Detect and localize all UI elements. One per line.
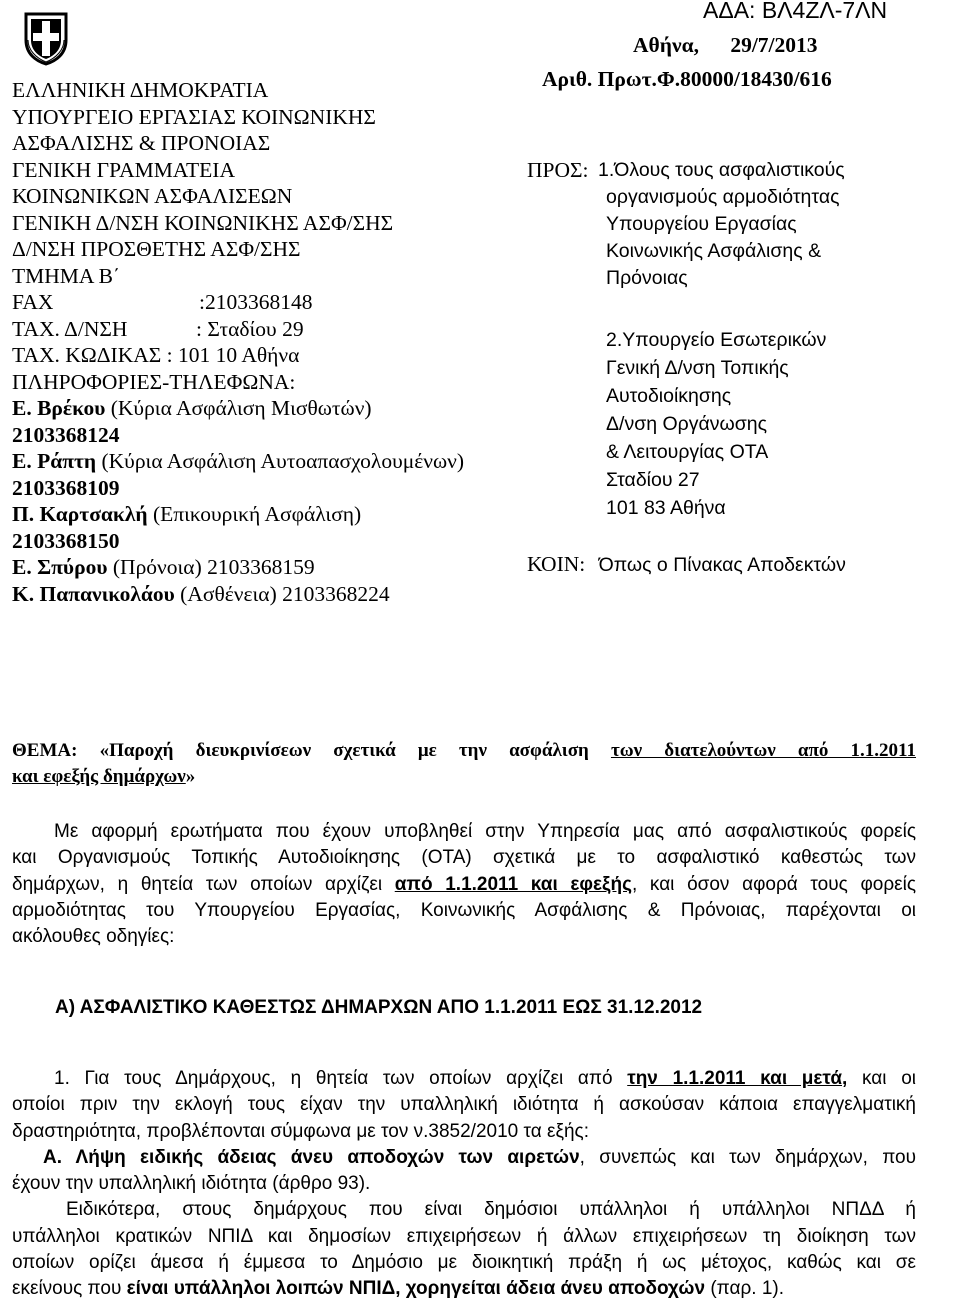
sender-block	[12, 77, 464, 607]
contact-line	[12, 448, 464, 475]
section-a-title: Α) ΑΣΦΑΛΙΣΤΙΚΟ ΚΑΘΕΣΤΩΣ ΔΗΜΑΡΧΩΝ ΑΠΟ 1.1.2011 ΕΩΣ 31.12.2012	[55, 997, 703, 1018]
contact-name: Ε. Βρέκου	[12, 396, 106, 420]
contact-name: Π. Καρτσακλή	[12, 502, 148, 526]
fax-label: FAX	[12, 290, 54, 314]
fax-row	[12, 289, 464, 316]
recipient-line: οργανισμούς αρμοδιότητας	[606, 186, 840, 208]
item-1-paragraph: 1. Για τους Δημάρχους, η θητεία των οποίων αρχίζει από την 1.1.2011 και μετά, και οι οποίοι πριν την εκλογή τους είχαν την υπαλληλική ιδιότητα ή ασκούσαν κάποια επαγγελματική δραστηριότητα, προβλέπονται σύμφωνα με τον ν.3852/2010 τα εξής: Α. Λήψη ειδικής άδειας άνευ αποδοχών των αιρετών, συνεπώς και των δημάρχων, που έχουν την υπαλληλική ιδιότητα (άρθρο 93). Ειδικότερα, στους δημάρχους που είναι δημόσιοι υπάλληλοι ή υπάλληλοι ΝΠΔΔ ή υπάλληλοι κρατικών ΝΠΙΔ και δημοσίων επιχειρήσεων ή άλλων επιχειρήσεων τη διοίκηση των οποίων ορίζει άμεσα ή έμμεσα το Δημόσιο με διοικητική πράξη ή ως μέτοχος, καθώς και σε εκείνους που είναι υπάλληλοι λοιπών ΝΠΙΔ, χορηγείται άδεια άνευ αποδοχών (παρ. 1).	[12, 1068, 916, 1300]
address-row	[12, 316, 464, 343]
recipient-line: Γενική Δ/νση Τοπικής	[606, 357, 789, 379]
recipient-line: Δ/νση Οργάνωσης	[606, 413, 768, 435]
recipient-line: 101 83 Αθήνα	[606, 497, 726, 519]
contact-phone: 2103368150	[12, 528, 120, 553]
contact-name: Ε. Ράπτη	[12, 449, 97, 473]
contact-line	[12, 554, 464, 581]
contact-role: (Επικουρική Ασφάλιση)	[147, 502, 362, 526]
postcode-row	[12, 342, 464, 369]
cc-value: Όπως ο Πίνακας Αποδεκτών	[598, 554, 846, 576]
address-value: : Σταδίου 29	[196, 316, 304, 341]
address-label: ΤΑΧ. Δ/ΝΣΗ	[12, 316, 128, 341]
recipient-line: Αυτοδιοίκησης	[606, 385, 732, 407]
ministry-line: ΓΕΝΙΚΗ ΓΡΑΜΜΑΤΕΙΑ	[12, 157, 235, 182]
protocol-number	[542, 66, 832, 92]
protocol-label: Αριθ. Πρωτ.	[542, 67, 657, 91]
protocol-value: Φ.80000/18430/616	[656, 67, 832, 91]
ministry-line: ΚΟΙΝΩΝΙΚΩΝ ΑΣΦΑΛΙΣΕΩΝ	[12, 184, 293, 208]
ministry-line: Δ/ΝΣΗ ΠΡΟΣΘΕΤΗΣ ΑΣΦ/ΣΗΣ	[12, 237, 301, 261]
contact-role: (Κύρια Ασφάλιση Μισθωτών)	[105, 396, 372, 420]
contact-line	[12, 501, 464, 528]
to-label: ΠΡΟΣ:	[527, 158, 589, 182]
document-date	[633, 32, 818, 58]
recipient-line: Κοινωνικής Ασφάλισης &	[606, 240, 822, 262]
subject: ΘΕΜΑ: «Παροχή διευκρινίσεων σχετικά με την ασφάλιση των διατελούντων από 1.1.2011 και εφεξής δημάρχων»	[12, 740, 916, 787]
contact-phone: 2103368124	[12, 422, 120, 447]
contact-role: (Ασθένεια) 2103368224	[174, 581, 390, 606]
ada-code: ΑΔΑ: ΒΛ4ΖΛ-7ΛΝ	[703, 0, 888, 23]
intro-paragraph: Με αφορμή ερωτήματα που έχουν υποβληθεί στην Υπηρεσία μας από ασφαλιστικούς φορείς και Οργανισμούς Τοπικής Αυτοδιοίκησης (ΟΤΑ) σχετικά με το ασφαλιστικό καθεστώς των δημάρχων, η θητεία των οποίων αρχίζει από 1.1.2011 και εφεξής, και όσον αφορά τους φορείς αρμοδιότητας του Υπουργείου Εργασίας, Κοινωνικής Ασφάλισης & Πρόνοιας, παρέχονται οι ακόλουθες οδηγίες:	[12, 821, 916, 948]
subject-label: ΘΕΜΑ:	[12, 740, 78, 761]
info-heading: ΠΛΗΡΟΦΟΡΙΕΣ-ΤΗΛΕΦΩΝΑ:	[12, 369, 296, 394]
contact-name: Ε. Σπύρου	[12, 555, 108, 579]
contact-phone: 2103368109	[12, 475, 120, 500]
contact-name: Κ. Παπανικολάου	[12, 581, 175, 606]
recipient-line: & Λειτουργίας ΟΤΑ	[606, 441, 769, 463]
recipient-line: Σταδίου 27	[606, 469, 700, 491]
contact-line	[12, 395, 464, 422]
greek-emblem-icon	[22, 10, 70, 66]
cc-label: ΚΟΙΝ:	[527, 552, 586, 576]
ministry-line: ΑΣΦΑΛΙΣΗΣ & ΠΡΟΝΟΙΑΣ	[12, 131, 271, 155]
ministry-line: ΕΛΛΗΝΙΚΗ ΔΗΜΟΚΡΑΤΙΑ	[12, 78, 269, 102]
date: 29/7/2013	[730, 33, 818, 57]
ministry-line: ΓΕΝΙΚΗ Δ/ΝΣΗ ΚΟΙΝΩΝΙΚΗΣ ΑΣΦ/ΣΗΣ	[12, 210, 394, 235]
recipient-line: 2.Υπουργείο Εσωτερικών	[606, 329, 827, 351]
ministry-line: ΤΜΗΜΑ Β΄	[12, 263, 121, 288]
recipient-line: Υπουργείου Εργασίας	[606, 213, 797, 235]
ministry-line: ΥΠΟΥΡΓΕΙΟ ΕΡΓΑΣΙΑΣ ΚΟΙΝΩΝΙΚΗΣ	[12, 104, 376, 129]
contact-role: (Πρόνοια) 2103368159	[107, 555, 315, 579]
recipient-1	[598, 157, 845, 292]
postcode-value: : 101 10 Αθήνα	[166, 343, 300, 367]
recipient-2	[606, 326, 826, 522]
postcode-label: ΤΑΧ. ΚΩΔΙΚΑΣ	[12, 343, 162, 367]
fax-value: :2103368148	[199, 290, 313, 314]
recipient-line: Πρόνοιας	[606, 267, 688, 289]
cc-row	[527, 551, 846, 578]
contact-role: (Κύρια Ασφάλιση Αυτοαπασχολουμένων)	[96, 449, 465, 473]
place: Αθήνα,	[633, 33, 699, 57]
contact-line	[12, 581, 464, 608]
recipient-line: 1.Όλους τους ασφαλιστικούς	[598, 159, 845, 181]
